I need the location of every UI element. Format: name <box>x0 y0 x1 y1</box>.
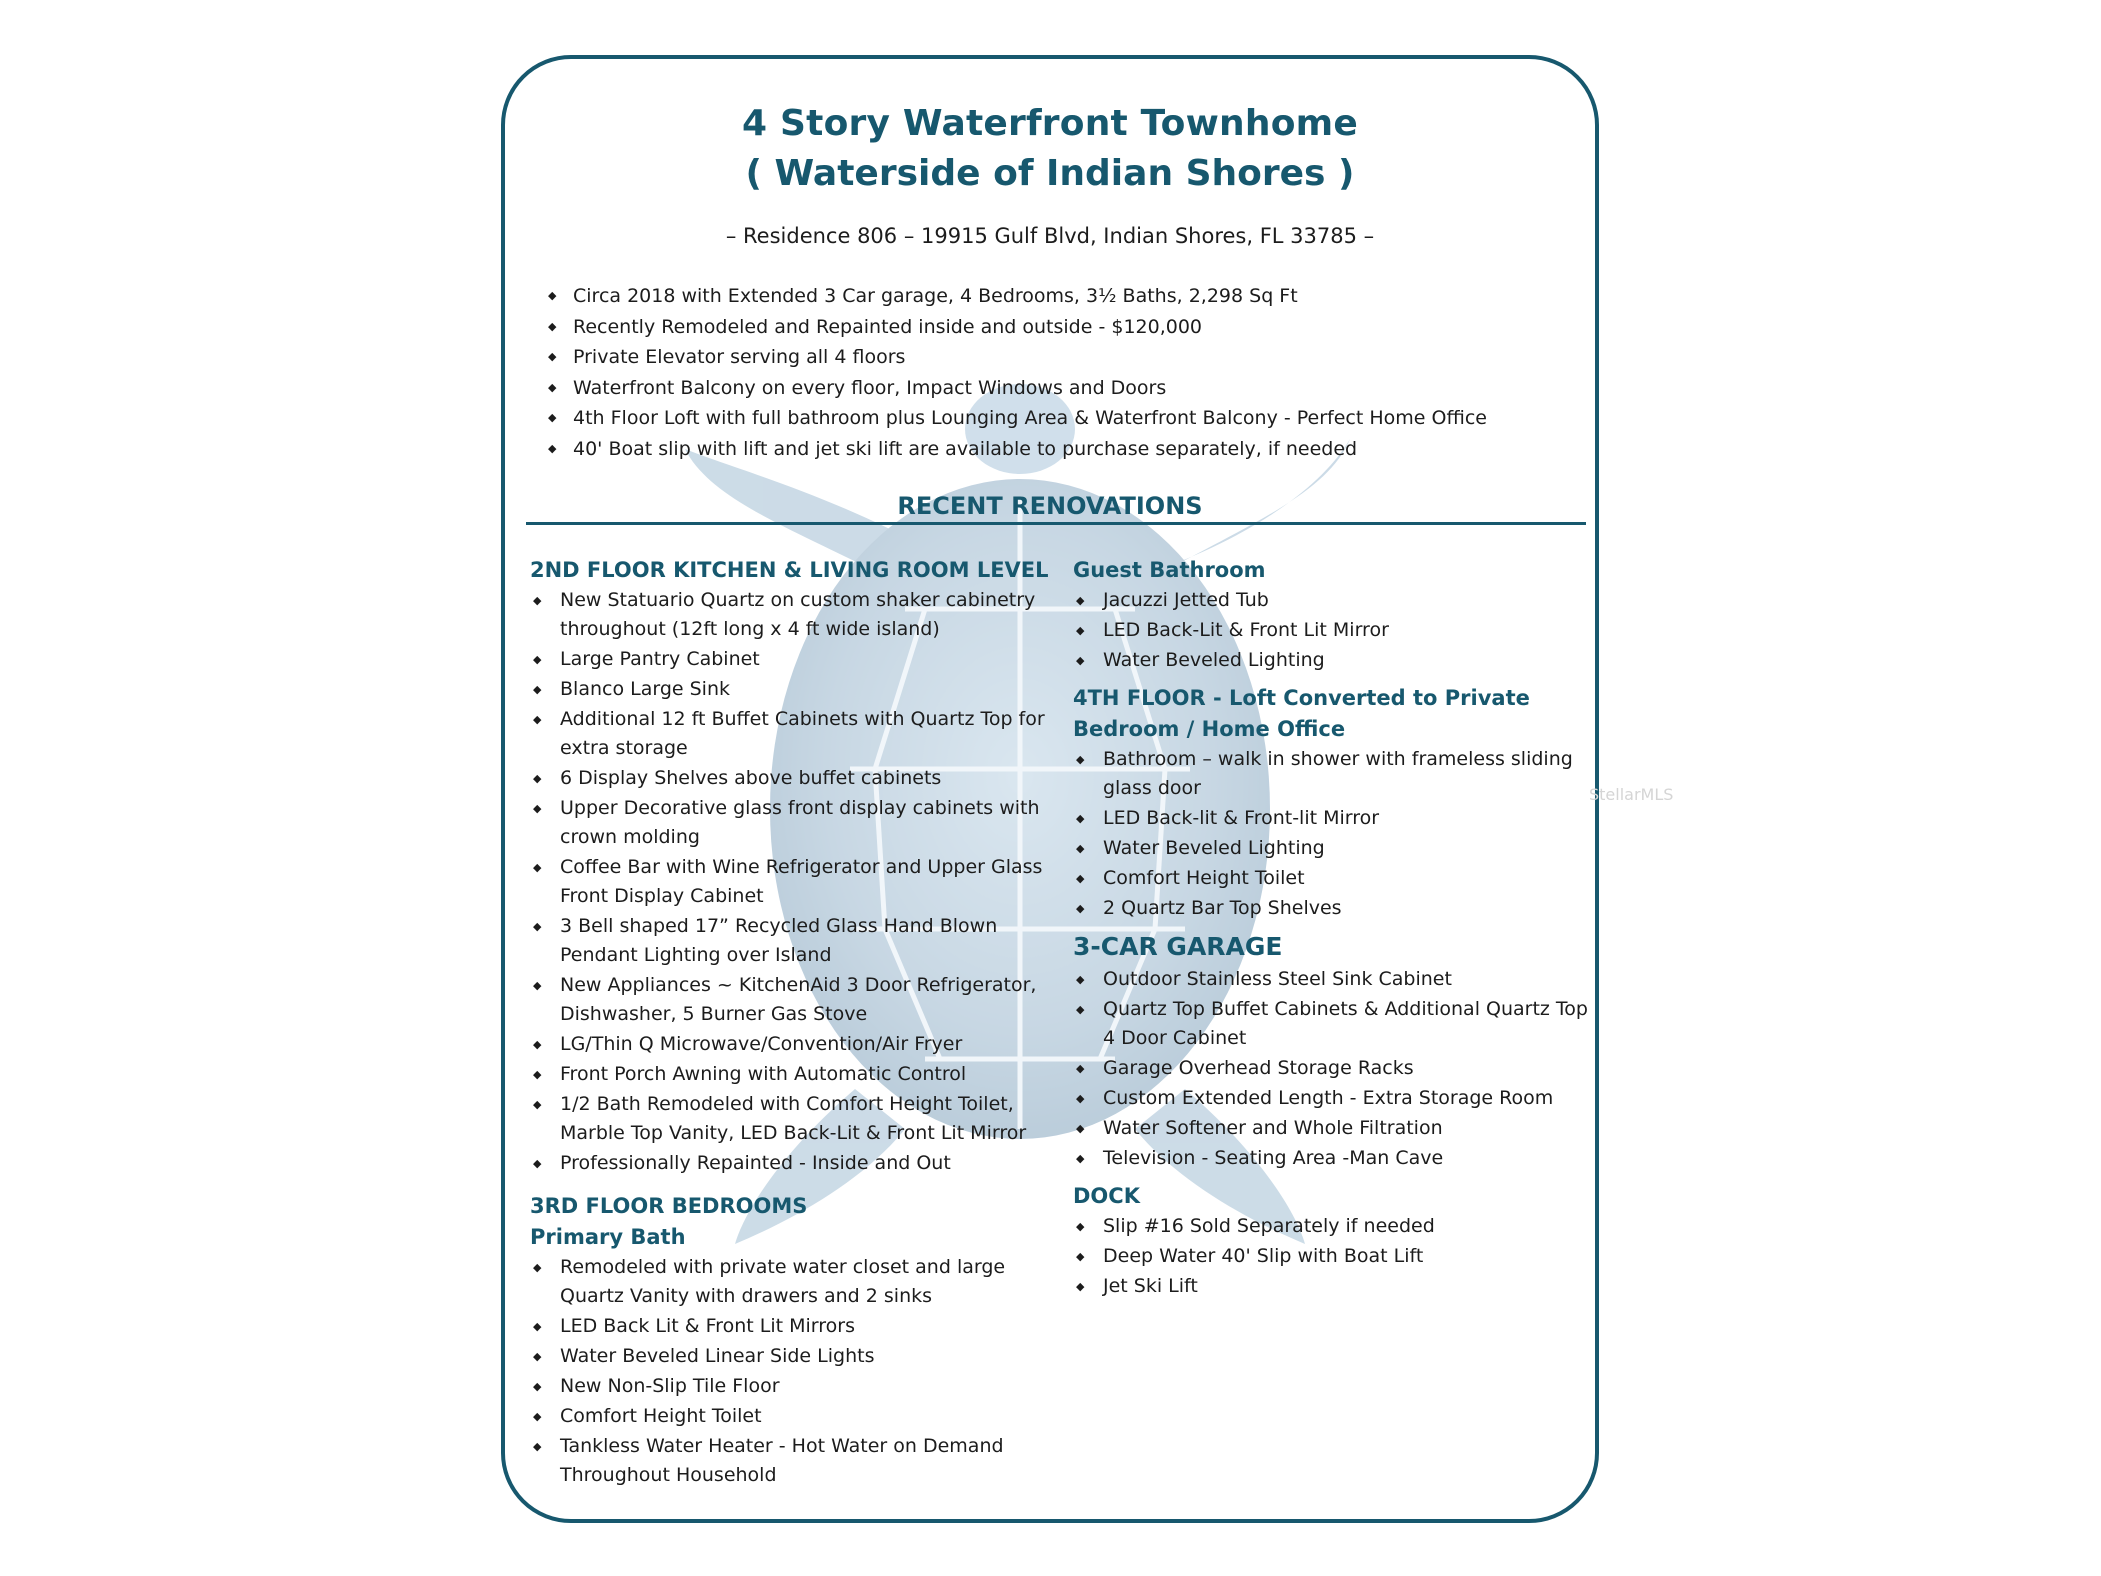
right-column <box>1073 555 1593 1302</box>
list-item: ◆ Blanco Large Sink <box>530 675 1050 704</box>
list-item: ◆ Tankless Water Heater - Hot Water on Demand Throughout Household <box>530 1432 1050 1490</box>
kitchen-heading: 2ND FLOOR KITCHEN & LIVING ROOM LEVEL <box>530 558 1049 582</box>
diamond-bullet-icon: ◆ <box>533 1157 542 1170</box>
diamond-bullet-icon: ◆ <box>533 653 542 666</box>
list-item: ◆ Water Beveled Lighting <box>1073 834 1593 863</box>
list-item: ◆ Waterfront Balcony on every floor, Impact Windows and Doors <box>543 373 1543 404</box>
diamond-bullet-icon: ◆ <box>548 289 557 302</box>
diamond-bullet-icon: ◆ <box>1076 1062 1085 1075</box>
diamond-bullet-icon: ◆ <box>533 861 542 874</box>
list-item: ◆ Circa 2018 with Extended 3 Car garage, 4 Bedrooms, 3½ Baths, 2,298 Sq Ft <box>543 281 1543 312</box>
list-item: ◆ 4th Floor Loft with full bathroom plus Lounging Area & Waterfront Balcony - Perfect Home Office <box>543 403 1543 434</box>
diamond-bullet-icon: ◆ <box>548 319 557 333</box>
mls-watermark: StellarMLS <box>1589 785 1674 804</box>
list-item: ◆ Slip #16 Sold Separately if needed <box>1073 1212 1593 1241</box>
diamond-bullet-icon: ◆ <box>1076 902 1085 915</box>
list-item: ◆ Water Softener and Whole Filtration <box>1073 1114 1593 1143</box>
list-item: ◆ Professionally Repainted - Inside and Out <box>530 1149 1050 1178</box>
list-item: ◆ Upper Decorative glass front display cabinets with crown molding <box>530 794 1050 852</box>
garage-heading: 3-CAR GARAGE <box>1073 932 1283 961</box>
diamond-bullet-icon: ◆ <box>533 979 542 992</box>
list-item: ◆ LED Back Lit & Front Lit Mirrors <box>530 1312 1050 1341</box>
listing-address: – Residence 806 – 19915 Gulf Blvd, Indian Shores, FL 33785 – <box>725 224 1375 248</box>
left-column <box>530 555 1050 1491</box>
list-item: ◆ Front Porch Awning with Automatic Control <box>530 1060 1050 1089</box>
diamond-bullet-icon: ◆ <box>1076 1250 1085 1263</box>
list-item: ◆ Jacuzzi Jetted Tub <box>1073 586 1593 615</box>
primary-bath-heading: Primary Bath <box>530 1225 686 1249</box>
fourth-floor-heading: 4TH FLOOR - Loft Converted to Private Bedroom / Home Office <box>1073 686 1530 741</box>
diamond-bullet-icon: ◆ <box>1076 594 1085 607</box>
list-item: ◆ 3 Bell shaped 17” Recycled Glass Hand Blown Pendant Lighting over Island <box>530 912 1050 970</box>
list-item: ◆ Coffee Bar with Wine Refrigerator and Upper Glass Front Display Cabinet <box>530 853 1050 911</box>
section-divider <box>526 522 1586 525</box>
diamond-bullet-icon: ◆ <box>1076 842 1085 855</box>
diamond-bullet-icon: ◆ <box>533 594 542 607</box>
list-item: ◆ Garage Overhead Storage Racks <box>1073 1054 1593 1083</box>
diamond-bullet-icon: ◆ <box>1076 753 1085 766</box>
diamond-bullet-icon: ◆ <box>533 683 542 696</box>
diamond-bullet-icon: ◆ <box>533 1261 542 1274</box>
list-item: ◆ Jet Ski Lift <box>1073 1272 1593 1301</box>
guest-bath-heading: Guest Bathroom <box>1073 558 1266 582</box>
list-item: ◆ New Non-Slip Tile Floor <box>530 1372 1050 1401</box>
list-item: ◆ New Appliances ~ KitchenAid 3 Door Refrigerator, Dishwasher, 5 Burner Gas Stove <box>530 971 1050 1029</box>
diamond-bullet-icon: ◆ <box>533 772 542 785</box>
diamond-bullet-icon: ◆ <box>533 1098 542 1111</box>
list-item: ◆ Television - Seating Area -Man Cave <box>1073 1144 1593 1173</box>
list-item: ◆ 2 Quartz Bar Top Shelves <box>1073 894 1593 923</box>
diamond-bullet-icon: ◆ <box>1076 1280 1085 1293</box>
list-item: ◆ Comfort Height Toilet <box>1073 864 1593 893</box>
renovations-heading: RECENT RENOVATIONS <box>897 492 1203 520</box>
diamond-bullet-icon: ◆ <box>533 1068 542 1081</box>
diamond-bullet-icon: ◆ <box>1076 1220 1085 1233</box>
list-item: ◆ Bathroom – walk in shower with frameless sliding glass door <box>1073 745 1593 803</box>
list-item: ◆ Quartz Top Buffet Cabinets & Additional Quartz Top 4 Door Cabinet <box>1073 995 1593 1053</box>
list-item: ◆ Outdoor Stainless Steel Sink Cabinet <box>1073 965 1593 994</box>
list-item: ◆ Large Pantry Cabinet <box>530 645 1050 674</box>
list-item: ◆ Remodeled with private water closet and large Quartz Vanity with drawers and 2 sinks <box>530 1253 1050 1311</box>
diamond-bullet-icon: ◆ <box>1076 624 1085 637</box>
diamond-bullet-icon: ◆ <box>533 713 542 726</box>
diamond-bullet-icon: ◆ <box>1076 654 1085 667</box>
list-item: ◆ 40' Boat slip with lift and jet ski lift are available to purchase separately, if needed <box>543 434 1543 465</box>
diamond-bullet-icon: ◆ <box>548 411 557 424</box>
list-item: ◆ Comfort Height Toilet <box>530 1402 1050 1431</box>
list-item: ◆ Private Elevator serving all 4 floors <box>543 342 1543 373</box>
flyer-card <box>501 55 1674 1523</box>
diamond-bullet-icon: ◆ <box>533 1320 542 1333</box>
diamond-bullet-icon: ◆ <box>533 802 542 815</box>
diamond-bullet-icon: ◆ <box>548 350 557 363</box>
list-item: ◆ LED Back-Lit & Front Lit Mirror <box>1073 616 1593 645</box>
list-item: ◆ LED Back-lit & Front-lit Mirror <box>1073 804 1593 833</box>
diamond-bullet-icon: ◆ <box>548 380 557 394</box>
diamond-bullet-icon: ◆ <box>1076 1122 1085 1135</box>
diamond-bullet-icon: ◆ <box>533 1350 542 1363</box>
diamond-bullet-icon: ◆ <box>1076 812 1085 825</box>
list-item: ◆ Additional 12 ft Buffet Cabinets with Quartz Top for extra storage <box>530 705 1050 763</box>
list-item: ◆ Water Beveled Lighting <box>1073 646 1593 675</box>
diamond-bullet-icon: ◆ <box>533 1380 542 1393</box>
diamond-bullet-icon: ◆ <box>1076 973 1085 986</box>
diamond-bullet-icon: ◆ <box>533 920 542 933</box>
list-item: ◆ LG/Thin Q Microwave/Convention/Air Fryer <box>530 1030 1050 1059</box>
highlights-list <box>543 281 1543 464</box>
diamond-bullet-icon: ◆ <box>533 1038 542 1051</box>
list-item: ◆ Recently Remodeled and Repainted inside and outside - $120,000 <box>543 312 1543 343</box>
listing-subtitle: ( Waterside of Indian Shores ) <box>745 153 1355 194</box>
diamond-bullet-icon: ◆ <box>533 1440 542 1453</box>
dock-heading: DOCK <box>1073 1184 1140 1208</box>
diamond-bullet-icon: ◆ <box>1076 1003 1085 1016</box>
list-item: ◆ 6 Display Shelves above buffet cabinets <box>530 764 1050 793</box>
list-item: ◆ 1/2 Bath Remodeled with Comfort Height Toilet, Marble Top Vanity, LED Back-Lit & Front Lit Mirror <box>530 1090 1050 1148</box>
diamond-bullet-icon: ◆ <box>1076 872 1085 885</box>
bedrooms-heading: 3RD FLOOR BEDROOMS <box>530 1194 808 1218</box>
list-item: ◆ Custom Extended Length - Extra Storage Room <box>1073 1084 1593 1113</box>
diamond-bullet-icon: ◆ <box>548 441 557 455</box>
list-item: ◆ Water Beveled Linear Side Lights <box>530 1342 1050 1371</box>
listing-title: 4 Story Waterfront Townhome <box>742 103 1358 144</box>
diamond-bullet-icon: ◆ <box>533 1410 542 1423</box>
list-item: ◆ New Statuario Quartz on custom shaker cabinetry throughout (12ft long x 4 ft wide island) <box>530 586 1050 644</box>
diamond-bullet-icon: ◆ <box>1076 1092 1085 1105</box>
diamond-bullet-icon: ◆ <box>1076 1152 1085 1165</box>
list-item: ◆ Deep Water 40' Slip with Boat Lift <box>1073 1242 1593 1271</box>
